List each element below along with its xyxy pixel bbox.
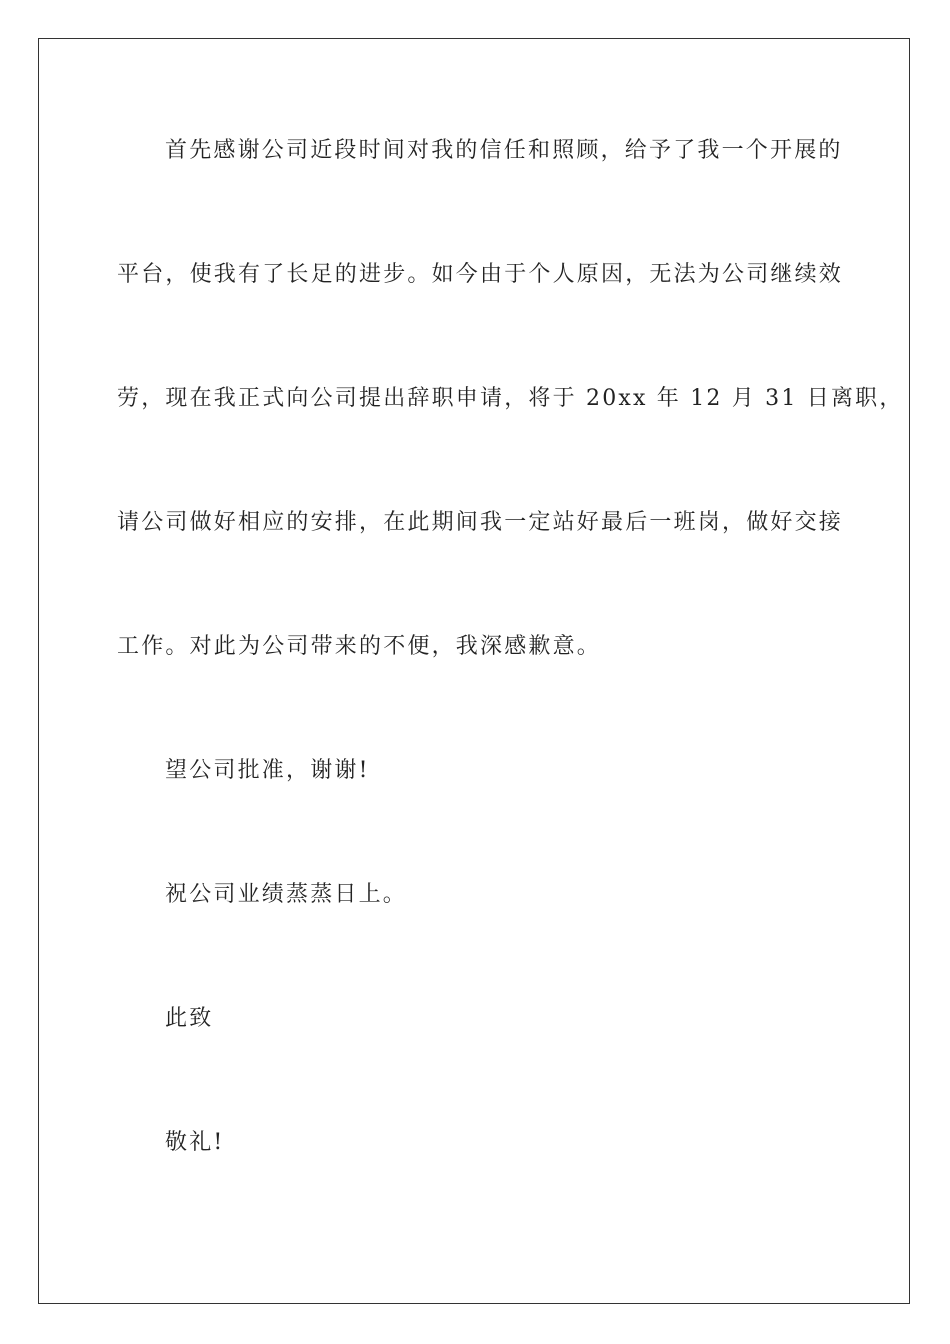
page-border [38, 38, 910, 1304]
body-line-3: 劳，现在我正式向公司提出辞职申请，将于 20xx 年 12 月 31 日离职， [117, 386, 904, 411]
body-line-2: 平台，使我有了长足的进步。如今由于个人原因，无法为公司继续效 [117, 262, 844, 287]
body-line-5: 工作。对此为公司带来的不便，我深感歉意。 [117, 634, 602, 659]
wish-line: 祝公司业绩蒸蒸日上。 [165, 882, 408, 907]
closing-salutation: 此致 [165, 1006, 214, 1031]
closing-regards: 敬礼! [165, 1130, 225, 1155]
body-line-4: 请公司做好相应的安排，在此期间我一定站好最后一班岗，做好交接 [117, 510, 844, 535]
body-line-1: 首先感谢公司近段时间对我的信任和照顾，给予了我一个开展的 [165, 138, 843, 163]
request-line: 望公司批准，谢谢! [165, 758, 370, 783]
